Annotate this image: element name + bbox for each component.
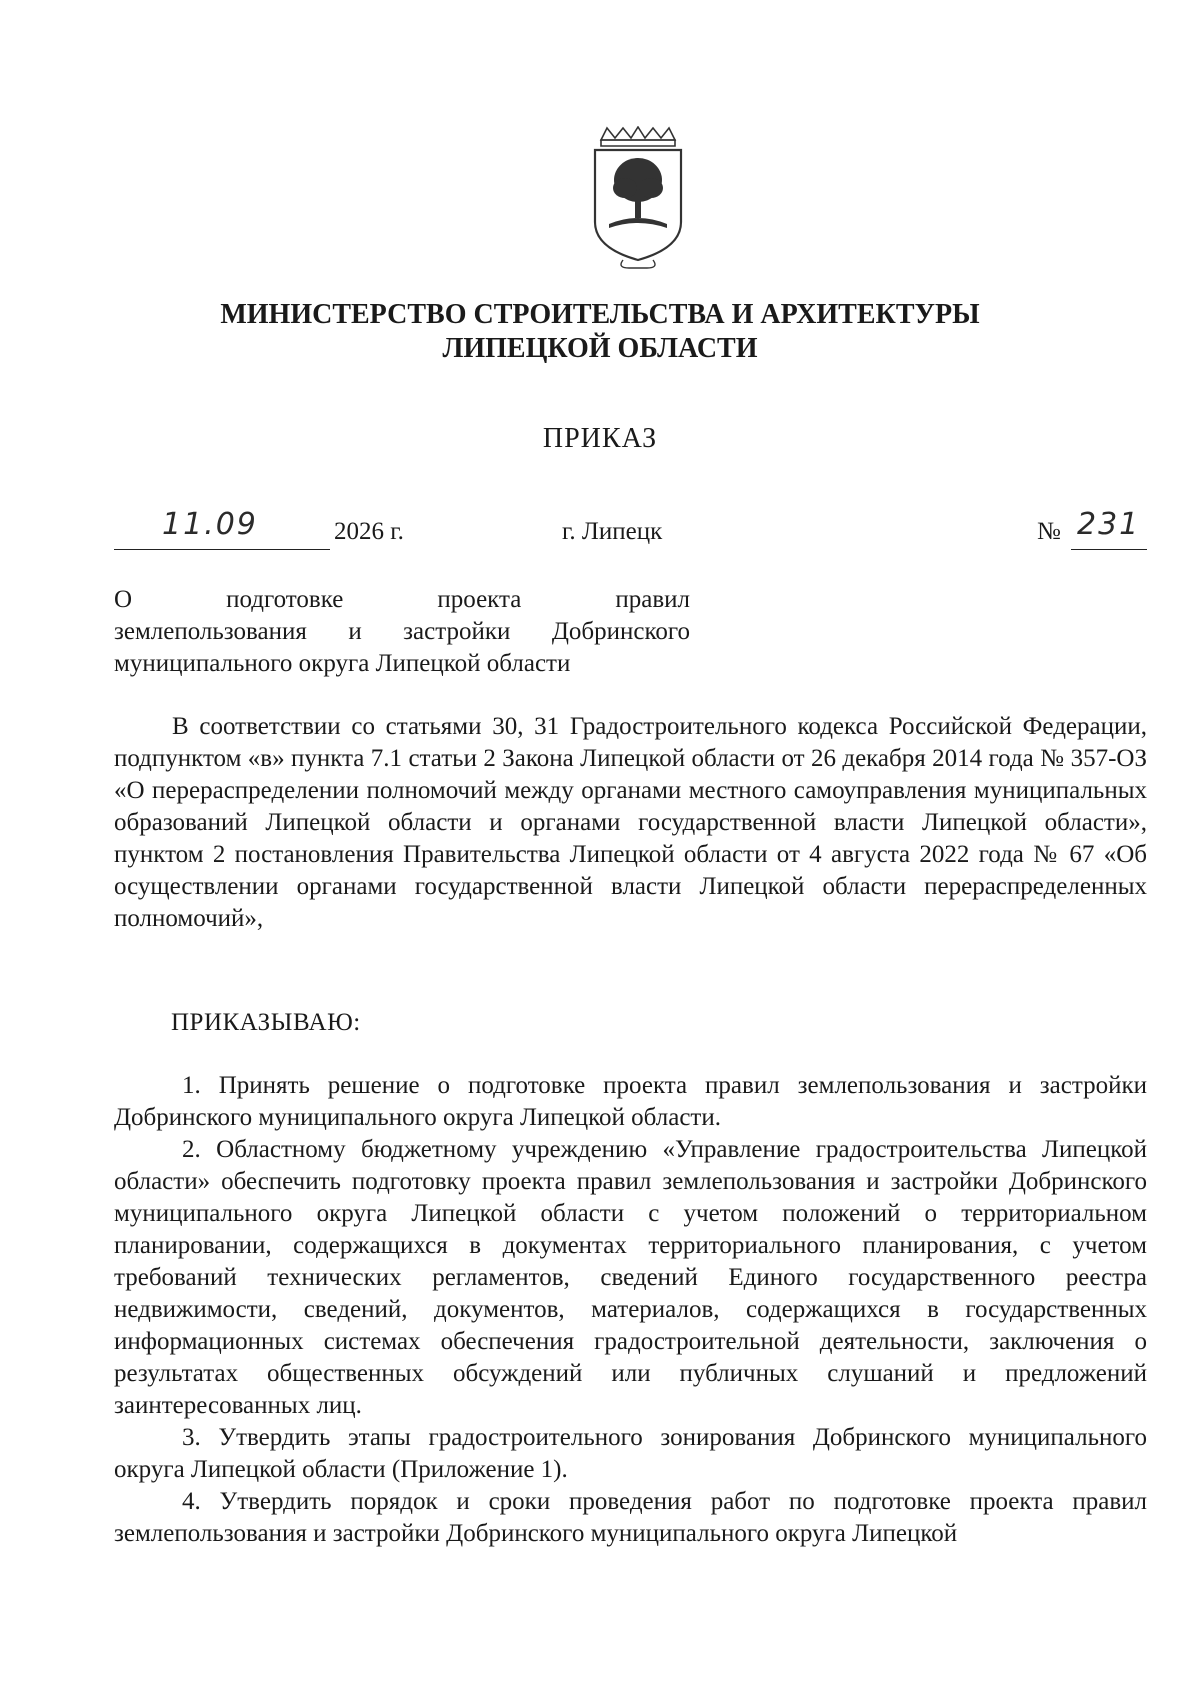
order-item-4: 4. Утвердить порядок и сроки проведения работ по подготовке проекта правил землепользования и застройки Добринского муниципального округа Липецкой — [114, 1488, 1147, 1547]
subject-line2: землепользования и застройки Добринского — [114, 618, 690, 645]
ministry-name-line1: МИНИСТЕРСТВО СТРОИТЕЛЬСТВА И АРХИТЕКТУРЫ — [220, 299, 980, 330]
date-number-row — [114, 507, 1147, 555]
preamble-paragraph: В соответствии со статьями 30, 31 Градостроительного кодекса Российской Федерации, подпунктом «в» пункта 7.1 статьи 2 Закона Липецкой области от 26 декабря 2014 года № 357-ОЗ «О перераспределении полномочий между органами местного самоуправления муниципальных образований Липецкой области и органами государственной власти Липецкой области», пунктом 2 постановления Правительства Липецкой области от 4 августа 2022 года № 67 «Об осуществлении органами государственной власти Липецкой области перераспределенных полномочий», — [114, 713, 1147, 932]
handwritten-date: 11.09 — [162, 507, 258, 542]
order-item-3: 3. Утвердить этапы градостроительного зонирования Добринского муниципального округа Липецкой области (Приложение 1). — [114, 1424, 1147, 1483]
ministry-name-line2: ЛИПЕЦКОЙ ОБЛАСТИ — [442, 333, 758, 364]
order-item-1: 1. Принять решение о подготовке проекта правил землепользования и застройки Добринского муниципального округа Липецкой области. — [114, 1072, 1147, 1131]
document-type: ПРИКАЗ — [542, 423, 658, 454]
number-sign: № — [1037, 518, 1061, 545]
subject-word: правил — [615, 586, 691, 613]
order-items — [114, 1070, 1147, 1550]
subject-word: О — [114, 586, 133, 613]
handwritten-number: 231 — [1077, 507, 1141, 542]
subject-word: подготовке — [226, 586, 344, 613]
document-number — [1037, 507, 1147, 549]
date-field — [114, 507, 330, 550]
subject-line3: муниципального округа Липецкой области — [114, 650, 571, 677]
order-word: ПРИКАЗЫВАЮ: — [171, 1009, 361, 1036]
order-item-2: 2. Областному бюджетному учреждению «Управление градостроительства Липецкой области» обеспечить подготовку проекта правил землепользования и застройки Добринского муниципального округа Липецкой области с учетом положений о территориальном планировании, содержащихся в документах территориального планирования, с учетом требований технических регламентов, сведений Единого государственного реестра недвижимости, сведений, документов, материалов, содержащихся в государственных информационных системах обеспечения градостроительной деятельности, заключения о результатах общественных обсуждений или публичных слушаний и предложений заинтересованных лиц. — [114, 1136, 1147, 1419]
subject-line1 — [114, 584, 690, 616]
city: г. Липецк — [562, 518, 663, 545]
coat-of-arms-emblem — [587, 126, 689, 272]
document-subject — [114, 584, 690, 680]
ministry-name — [0, 298, 1200, 366]
number-field — [1071, 507, 1147, 550]
year: 2026 г. — [334, 518, 404, 545]
subject-word: проекта — [437, 586, 522, 613]
